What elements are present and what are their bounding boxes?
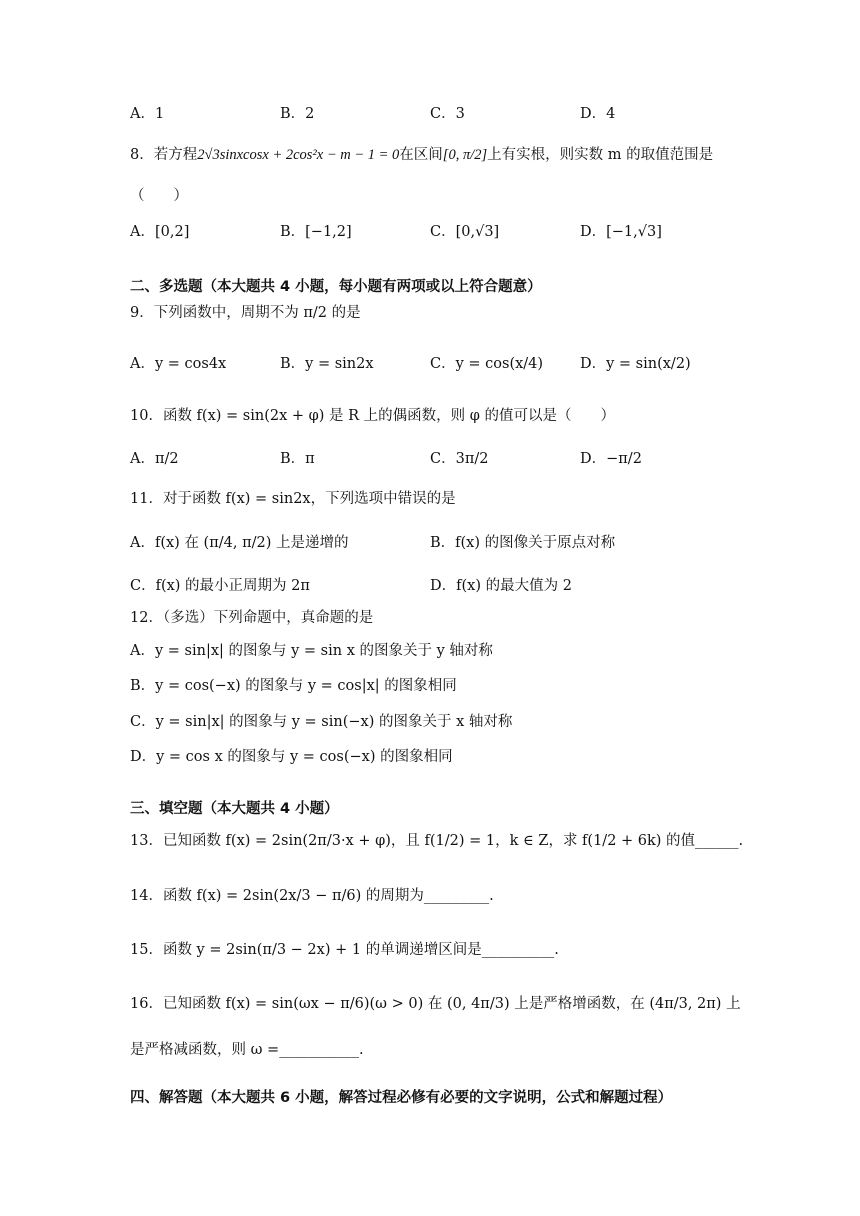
q11-option-c: C．f(x) 的最小正周期为 2π xyxy=(130,578,310,594)
q12-option-c: C．y = sin|x| 的图象与 y = sin(−x) 的图象关于 x 轴对称 xyxy=(130,714,513,730)
q8-interval: [0, π/2] xyxy=(442,147,488,163)
q9-option-c: C．y = cos(x/4) xyxy=(430,356,544,372)
q9-option-a: A．y = cos4x xyxy=(130,356,227,372)
q9-option-d: D．y = sin(x/2) xyxy=(580,356,691,372)
q8-option-a: A．[0,2] xyxy=(130,224,190,240)
q10-option-d: D．−π/2 xyxy=(580,451,642,467)
question-12: 12．（多选）下列命题中，真命题的是 xyxy=(130,610,374,626)
q8-option-b: B．[−1,2] xyxy=(280,224,352,240)
q7-option-d: D．4 xyxy=(580,106,616,122)
q8-option-c: C．[0,√3] xyxy=(430,224,500,240)
q11-option-d: D．f(x) 的最大值为 2 xyxy=(430,578,572,594)
section-4-heading: 四、解答题（本大题共 6 小题，解答过程必修有必要的文字说明，公式和解题过程） xyxy=(130,1090,673,1106)
question-8 xyxy=(130,145,713,165)
section-3-heading: 三、填空题（本大题共 4 小题） xyxy=(130,801,339,817)
question-16-line-1: 16．已知函数 f(x) = sin(ωx − π/6)(ω > 0) 在 (0, 4π/3) 上是严格增函数，在 (4π/3, 2π) 上 xyxy=(130,996,741,1012)
q8-prefix: 8．若方程 xyxy=(130,147,198,163)
question-13: 13．已知函数 f(x) = 2sin(2π/3·x + φ)，且 f(1/2) = 1，k ∈ Z，求 f(1/2 + 6k) 的值______. xyxy=(130,833,744,849)
q8-option-d: D．[−1,√3] xyxy=(580,224,662,240)
q7-option-c: C．3 xyxy=(430,106,465,122)
q8-suffix: 上有实根，则实数 m 的取值范围是 xyxy=(487,147,714,163)
question-11: 11．对于函数 f(x) = sin2x，下列选项中错误的是 xyxy=(130,491,456,507)
section-2-heading: 二、多选题（本大题共 4 小题，每小题有两项或以上符合题意） xyxy=(130,279,542,295)
question-16-line-2: 是严格减函数，则 ω =___________. xyxy=(130,1042,364,1058)
q10-option-a: A．π/2 xyxy=(130,451,179,467)
q11-option-a: A．f(x) 在 (π/4, π/2) 上是递增的 xyxy=(130,535,349,551)
q12-option-d: D．y = cos x 的图象与 y = cos(−x) 的图象相同 xyxy=(130,749,453,765)
q12-option-b: B．y = cos(−x) 的图象与 y = cos|x| 的图象相同 xyxy=(130,678,457,694)
q11-option-b: B．f(x) 的图像关于原点对称 xyxy=(430,535,616,551)
q7-option-a: A．1 xyxy=(130,106,165,122)
q8-equation: 2√3sinxcosx + 2cos²x − m − 1 = 0 xyxy=(197,147,400,163)
q8-paren: （ ） xyxy=(130,188,188,204)
q10-option-b: B．π xyxy=(280,451,315,467)
q8-mid: 在区间 xyxy=(399,147,443,163)
question-14: 14．函数 f(x) = 2sin(2x/3 − π/6) 的周期为_________. xyxy=(130,888,494,904)
q7-option-b: B．2 xyxy=(280,106,315,122)
q12-option-a: A．y = sin|x| 的图象与 y = sin x 的图象关于 y 轴对称 xyxy=(130,643,493,659)
question-9: 9．下列函数中，周期不为 π/2 的是 xyxy=(130,305,361,321)
q10-option-c: C．3π/2 xyxy=(430,451,489,467)
q9-option-b: B．y = sin2x xyxy=(280,356,374,372)
question-10: 10．函数 f(x) = sin(2x + φ) 是 R 上的偶函数，则 φ 的值可以是（ ） xyxy=(130,408,616,424)
question-15: 15．函数 y = 2sin(π/3 − 2x) + 1 的单调递增区间是__________. xyxy=(130,942,559,958)
